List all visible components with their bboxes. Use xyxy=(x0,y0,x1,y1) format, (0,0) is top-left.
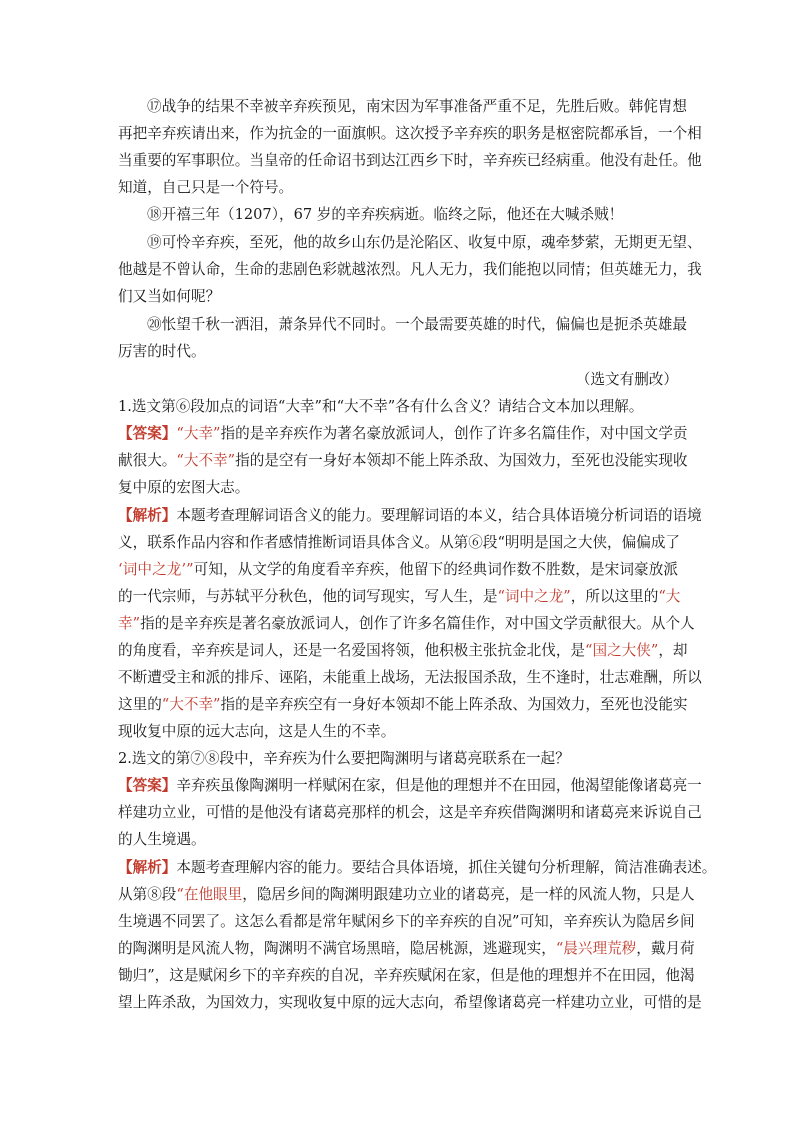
q2-analysis-line-1 xyxy=(118,858,717,878)
analysis-text: 的一代宗师，与苏轼平分秋色，他的词写现实，写人生，是 xyxy=(118,588,498,605)
p17-line-1: ⑰战争的结果不幸被辛弃疾预见，南宋因为军事准备严重不足，先胜后败。韩侂胄想 xyxy=(147,98,687,115)
analysis-tag: 【解析】 xyxy=(118,507,177,524)
q1-answer-line-1 xyxy=(118,424,688,444)
analysis-text: 本题考查理解内容的能力。要结合具体语境，抓住关键句分析理解，简洁准确表述。 xyxy=(176,859,717,876)
q2-answer-line-3: 的人生境遇。 xyxy=(118,831,206,848)
analysis-text: 从第⑧段 xyxy=(118,886,177,903)
answer-tag: 【答案】 xyxy=(118,777,177,794)
analysis-tag: 【解析】 xyxy=(118,859,177,876)
q1-analysis-line-8 xyxy=(118,695,688,715)
answer-text: 指的是辛弃疾作为著名豪放派词人，创作了许多名篇佳作，对中国文学贡 xyxy=(220,425,688,442)
quote-dabuxing: “大不幸” xyxy=(161,696,221,713)
answer-text: 献很大。 xyxy=(118,452,177,469)
analysis-text: ，隐居乡间的陶渊明跟建功立业的诸葛亮，是一样的风流人物，只是人 xyxy=(242,886,695,903)
answer-text: 辛弃疾虽像陶渊明一样赋闲在家，但是他的理想并不在田园，他渴望能像诸葛亮一 xyxy=(176,777,702,794)
analysis-text: ，所以这里的 xyxy=(570,588,659,605)
analysis-text: 指的是辛弃疾空有一身好本领却不能上阵杀敌、为国效力，至死也没能实 xyxy=(220,696,688,713)
analysis-text: 的陶渊明是风流人物，陶渊明不满官场黑暗，隐居桃源，逃避现实， xyxy=(118,940,556,957)
p19-line-2: 他越是不曾认命，生命的悲剧色彩就越浓烈。凡人无力，我们能抱以同情；但英雄无力，我 xyxy=(118,261,702,278)
q1-analysis-line-3 xyxy=(118,560,678,580)
q2-analysis-line-6: 望上阵杀敌，为国效力，实现收复中原的远大志向，希望像诸葛亮一样建功立业，可惜的是 xyxy=(118,994,702,1011)
p17-line-4: 知道，自己只是一个符号。 xyxy=(118,179,294,196)
p19-line-1: ⑲可怜辛弃疾，至死，他的故乡山东仍是沦陷区、收复中原，魂牵梦萦，无期更无望、 xyxy=(147,234,702,251)
answer-tag: 【答案】 xyxy=(118,425,177,442)
p17-line-2: 再把辛弃疾请出来，作为抗金的一面旗帜。这次授予辛弃疾的职务是枢密院都承旨，一个相 xyxy=(118,125,702,142)
quote-cizhongzhilong: ‘词中之龙’” xyxy=(118,561,194,578)
q1-analysis-line-9: 现收复中原的远大志向，这是人生的不幸。 xyxy=(118,723,396,740)
quote-zaitayanli: “在他眼里 xyxy=(176,886,243,903)
answer-text: 指的是空有一身好本领却不能上阵杀敌、为国效力，至死也没能实现收 xyxy=(235,452,688,469)
analysis-text: 可知，从文学的角度看辛弃疾，他留下的经典词作数不胜数，是宋词豪放派 xyxy=(193,561,678,578)
q2-answer-line-2: 样建功立业，可惜的是他没有诸葛亮那样的机会，这是辛弃疾借陶渊明和诸葛亮来诉说自己 xyxy=(118,804,702,821)
p17-line-3: 当重要的军事职位。当皇帝的任命诏书到达江西乡下时，辛弃疾已经病重。他没有赴任。他 xyxy=(118,152,702,169)
quote-dabuxing: “大不幸” xyxy=(176,452,236,469)
q1-answer-line-2 xyxy=(118,451,688,471)
quote-guozhidaxia: “国之大侠” xyxy=(585,642,659,659)
q1-answer-line-3: 复中原的宏图大志。 xyxy=(118,479,250,496)
p18-line-1: ⑱开禧三年（1207），67 岁的辛弃疾病逝。临终之际，他还在大喊杀贼！ xyxy=(147,206,624,223)
analysis-text: ，戴月荷 xyxy=(636,940,695,957)
quote-chenxinglihuanghui: “晨兴理荒秽 xyxy=(555,940,637,957)
p19-line-3: 们又当如何呢？ xyxy=(118,288,221,305)
q1-analysis-line-4 xyxy=(118,587,681,607)
analysis-text: 这里的 xyxy=(118,696,162,713)
quote-cizhongzhilong: “词中之龙” xyxy=(497,588,571,605)
source-note: （选文有删改） xyxy=(575,371,678,388)
p20-line-1: ⑳怅望千秋一洒泪，萧条异代不同时。一个最需要英雄的时代，偏偏也是扼杀英雄最 xyxy=(147,316,687,333)
quote-daxing: “大 xyxy=(658,588,681,605)
analysis-text: 的角度看，辛弃疾是词人，还是一名爱国将领，他积极主张抗金北伐，是 xyxy=(118,642,586,659)
analysis-text: 指的是辛弃疾是著名豪放派词人，创作了许多名篇佳作，对中国文学贡献很大。从个人 xyxy=(140,615,695,632)
q2-analysis-line-4 xyxy=(118,939,695,959)
q2-answer-line-1 xyxy=(118,776,702,796)
q1-analysis-line-6 xyxy=(118,641,688,661)
quote-daxing: “大幸” xyxy=(176,425,221,442)
q1-analysis-line-1 xyxy=(118,506,702,526)
q1-analysis-line-2: 义，联系作品内容和作者感情推断词语具体含义。从第⑥段“明明是国之大侠，偏偏成了 xyxy=(118,534,681,551)
analysis-text: 本题考查理解词语含义的能力。要理解词语的本义，结合具体语境分析词语的语境 xyxy=(176,507,702,524)
q1-analysis-line-7: 不断遭受主和派的排斥、诬陷，未能重上战场，无法报国杀敌，生不逢时，壮志难酬，所以 xyxy=(118,669,702,686)
quote-daxing: 幸” xyxy=(118,615,141,632)
p20-line-2: 厉害的时代。 xyxy=(118,343,206,360)
q2-analysis-line-3: 生境遇不同罢了。这怎么看都是常年赋闲乡下的辛弃疾的自况”可知，辛弃疾认为隐居乡间 xyxy=(118,913,695,930)
q2-question: 2.选文的第⑦⑧段中，辛弃疾为什么要把陶渊明与诸葛亮联系在一起？ xyxy=(118,750,570,767)
analysis-text: ，却 xyxy=(658,642,688,659)
q1-analysis-line-5 xyxy=(118,614,695,634)
q2-analysis-line-2 xyxy=(118,885,695,905)
q2-analysis-line-5: 锄归”，这是赋闲乡下的辛弃疾的自况，辛弃疾赋闲在家，但是他的理想并不在田园，他渴 xyxy=(118,967,695,984)
q1-question: 1.选文第⑥段加点的词语“大幸”和“大不幸”各有什么含义？请结合文本加以理解。 xyxy=(118,398,644,415)
